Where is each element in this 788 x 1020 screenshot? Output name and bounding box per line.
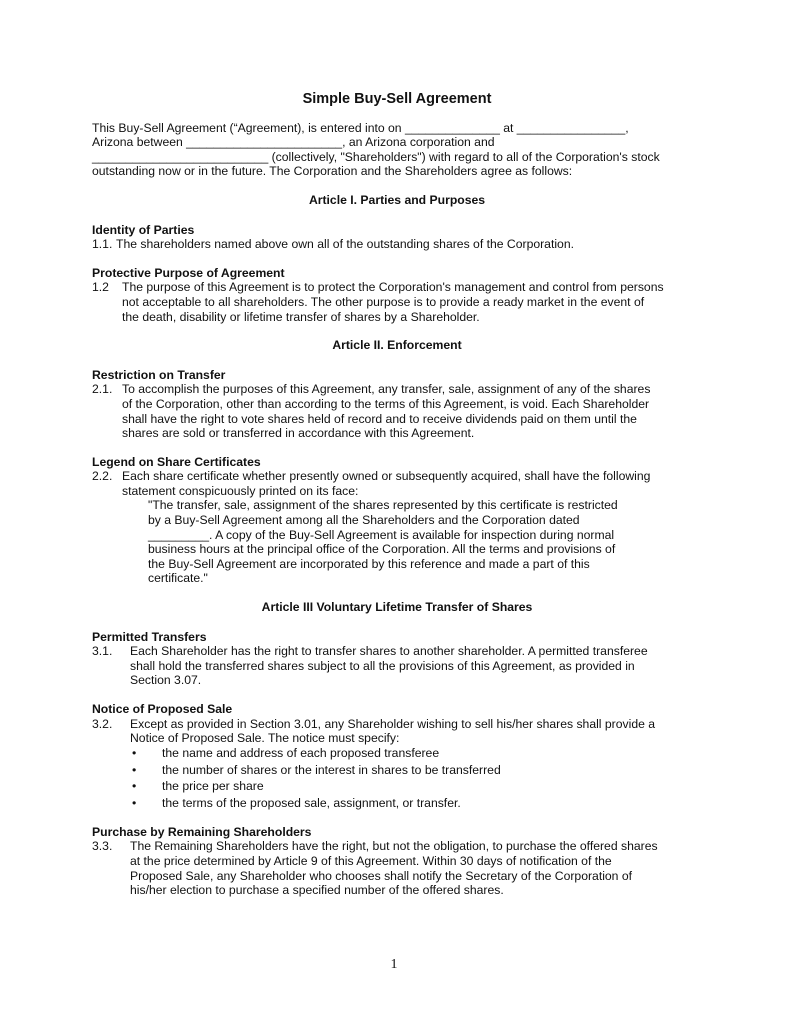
article-heading-1: Article I. Parties and Purposes	[308, 192, 486, 207]
clause-line: Proposed Sale, any Shareholder who chooses shall notify the Secretary of the Corporation of	[130, 868, 633, 883]
clause-line: The Remaining Shareholders have the right, but not the obligation, to purchase the offered shares	[130, 839, 658, 854]
list-item	[130, 763, 702, 778]
clause-line: of the Corporation, other than according to the terms of this Agreement, is void. Each Shareholder	[122, 396, 650, 411]
section-heading-permitted: Permitted Transfers	[92, 629, 207, 644]
clause-text	[130, 839, 702, 897]
clause-line: shall have the right to vote shares held of record and to receive dividends paid on them until the	[122, 411, 637, 426]
section-heading-legend: Legend on Share Certificates	[92, 454, 261, 469]
clause-line: not acceptable to all shareholders. The other purpose is to provide a ready market in the event of	[122, 294, 645, 309]
article-heading-3: Article III Voluntary Lifetime Transfer of Shares	[261, 600, 533, 615]
clause-1-2	[92, 280, 702, 324]
intro-line: __________________________ (collectively, "Shareholders") with regard to all of the Corporation's stock	[92, 149, 660, 164]
clause-number: 2.2.	[92, 469, 113, 484]
clause-line: The purpose of this Agreement is to protect the Corporation's management and control from persons	[122, 280, 664, 295]
clause-number: 1.2	[92, 280, 109, 295]
bullet-icon: •	[132, 779, 137, 794]
clause-number: 1.1.	[92, 237, 113, 252]
clause-line: shares are sold or transferred in accordance with this Agreement.	[122, 426, 475, 441]
article-heading-2: Article II. Enforcement	[332, 338, 462, 353]
quote-line: "The transfer, sale, assignment of the shares represented by this certificate is restricted	[148, 498, 618, 513]
clause-line: Except as provided in Section 3.01, any Shareholder wishing to sell his/her shares shall provide a	[130, 716, 656, 731]
section-heading-notice: Notice of Proposed Sale	[92, 702, 233, 716]
clause-line: Notice of Proposed Sale. The notice must specify:	[130, 731, 400, 746]
list-item-text: the name and address of each proposed transferee	[162, 745, 440, 760]
certificate-legend-quote	[148, 498, 702, 586]
notice-requirements-list	[130, 746, 702, 811]
clause-2-2	[92, 469, 702, 498]
clause-line: statement conspicuously printed on its face:	[122, 483, 359, 498]
clause-line: at the price determined by Article 9 of this Agreement. Within 30 days of notification of the	[130, 853, 612, 868]
section-heading-protective: Protective Purpose of Agreement	[92, 265, 285, 280]
intro-line: Arizona between _______________________, an Arizona corporation and	[92, 135, 495, 150]
intro-line: outstanding now or in the future. The Corporation and the Shareholders agree as follows:	[92, 164, 573, 179]
quote-line: business hours at the principal office of the Corporation. All the terms and provisions of	[148, 542, 616, 557]
clause-2-1	[92, 382, 702, 440]
page-number: 1	[390, 957, 398, 972]
list-item-text: the number of shares or the interest in shares to be transferred	[162, 762, 501, 777]
clause-text	[122, 469, 702, 498]
bullet-icon: •	[132, 762, 137, 777]
clause-line: his/her election to purchase a specified number of the offered shares.	[130, 883, 504, 898]
list-item	[130, 779, 702, 794]
clause-text	[130, 644, 702, 688]
list-item-text: the price per share	[162, 779, 264, 794]
bullet-icon: •	[132, 796, 137, 811]
clause-line: Each Shareholder has the right to transfer shares to another shareholder. A permitted transferee	[130, 644, 648, 659]
clause-line: shall hold the transferred shares subject to all the provisions of this Agreement, as provided in	[130, 658, 635, 673]
bullet-icon: •	[132, 745, 137, 760]
quote-line: by a Buy-Sell Agreement among all the Shareholders and the Corporation dated	[148, 513, 580, 528]
clause-line: To accomplish the purposes of this Agreement, any transfer, sale, assignment of any of the shares	[122, 382, 651, 397]
list-item-text: the terms of the proposed sale, assignment, or transfer.	[162, 796, 461, 811]
quote-line: _________. A copy of the Buy-Sell Agreement is available for inspection during normal	[148, 527, 615, 542]
clause-number: 3.1.	[92, 644, 113, 659]
clause-text	[130, 717, 702, 746]
clause-3-3	[92, 839, 702, 897]
quote-line: certificate."	[148, 571, 208, 586]
clause-number: 2.1.	[92, 382, 113, 397]
list-item	[130, 796, 702, 811]
clause-text	[122, 280, 702, 324]
document-title: Simple Buy-Sell Agreement	[302, 91, 492, 107]
section-heading-restriction: Restriction on Transfer	[92, 367, 226, 382]
section-heading-identity: Identity of Parties	[92, 222, 195, 237]
document-content	[92, 92, 702, 912]
clause-number: 3.3.	[92, 839, 113, 854]
clause-text	[116, 237, 702, 252]
intro-paragraph	[92, 121, 702, 179]
list-item	[130, 746, 702, 761]
clause-line: Section 3.07.	[130, 673, 202, 688]
intro-line: This Buy-Sell Agreement (“Agreement), is entered into on ______________ at ________________,	[92, 120, 629, 135]
clause-line: the death, disability or lifetime transfer of shares by a Shareholder.	[122, 309, 480, 324]
clause-3-1	[92, 644, 702, 688]
clause-number: 3.2.	[92, 716, 113, 731]
clause-text	[122, 382, 702, 440]
clause-1-1	[92, 237, 702, 252]
quote-line: the Buy-Sell Agreement are incorporated by this reference and made a part of this	[148, 556, 590, 571]
clause-line: Each share certificate whether presently owned or subsequently acquired, shall have the following	[122, 469, 651, 484]
section-heading-purchase: Purchase by Remaining Shareholders	[92, 824, 312, 839]
clause-line: The shareholders named above own all of the outstanding shares of the Corporation.	[116, 237, 574, 252]
clause-3-2	[92, 717, 702, 746]
